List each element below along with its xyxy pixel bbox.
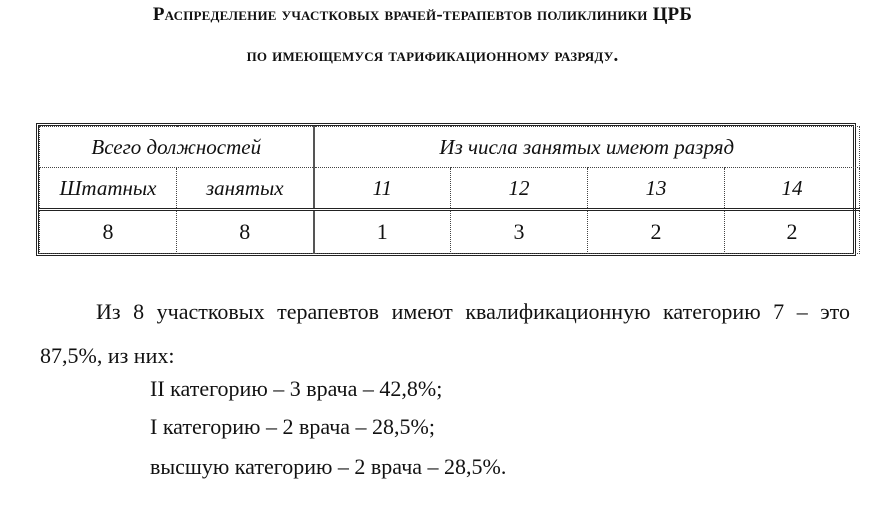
list-item-category-2: II категорию – 3 врача – 42,8%; bbox=[150, 376, 443, 401]
cell-rank-11: 1 bbox=[314, 210, 451, 254]
cell-rank-14: 2 bbox=[725, 210, 860, 254]
list-item-category-1: I категорию – 2 врача – 28,5%; bbox=[150, 414, 435, 439]
column-header-staff: Штатных bbox=[40, 168, 177, 210]
page-subtitle: по имеющемуся тарификационному разряду. bbox=[246, 45, 619, 66]
column-header-rank-13: 13 bbox=[588, 168, 725, 210]
group-header-ranks: Из числа занятых имеют разряд bbox=[314, 127, 860, 168]
group-header-total-positions: Всего должностей bbox=[40, 127, 314, 168]
summary-paragraph: Из 8 участковых терапевтов имеют квалификационную категорию 7 – это 87,5%, из них: bbox=[40, 299, 850, 368]
column-header-rank-14: 14 bbox=[725, 168, 860, 210]
column-header-occupied: занятых bbox=[177, 168, 314, 210]
cell-rank-12: 3 bbox=[451, 210, 588, 254]
cell-occupied: 8 bbox=[177, 210, 314, 254]
cell-rank-13: 2 bbox=[588, 210, 725, 254]
cell-staff: 8 bbox=[40, 210, 177, 254]
page-title: Распределение участковых врачей-терапевтов поликлиники ЦРБ bbox=[152, 4, 693, 25]
rank-distribution-table bbox=[36, 123, 856, 256]
column-header-rank-12: 12 bbox=[451, 168, 588, 210]
list-item-category-highest: высшую категорию – 2 врача – 28,5%. bbox=[150, 454, 507, 479]
column-header-rank-11: 11 bbox=[314, 168, 451, 210]
